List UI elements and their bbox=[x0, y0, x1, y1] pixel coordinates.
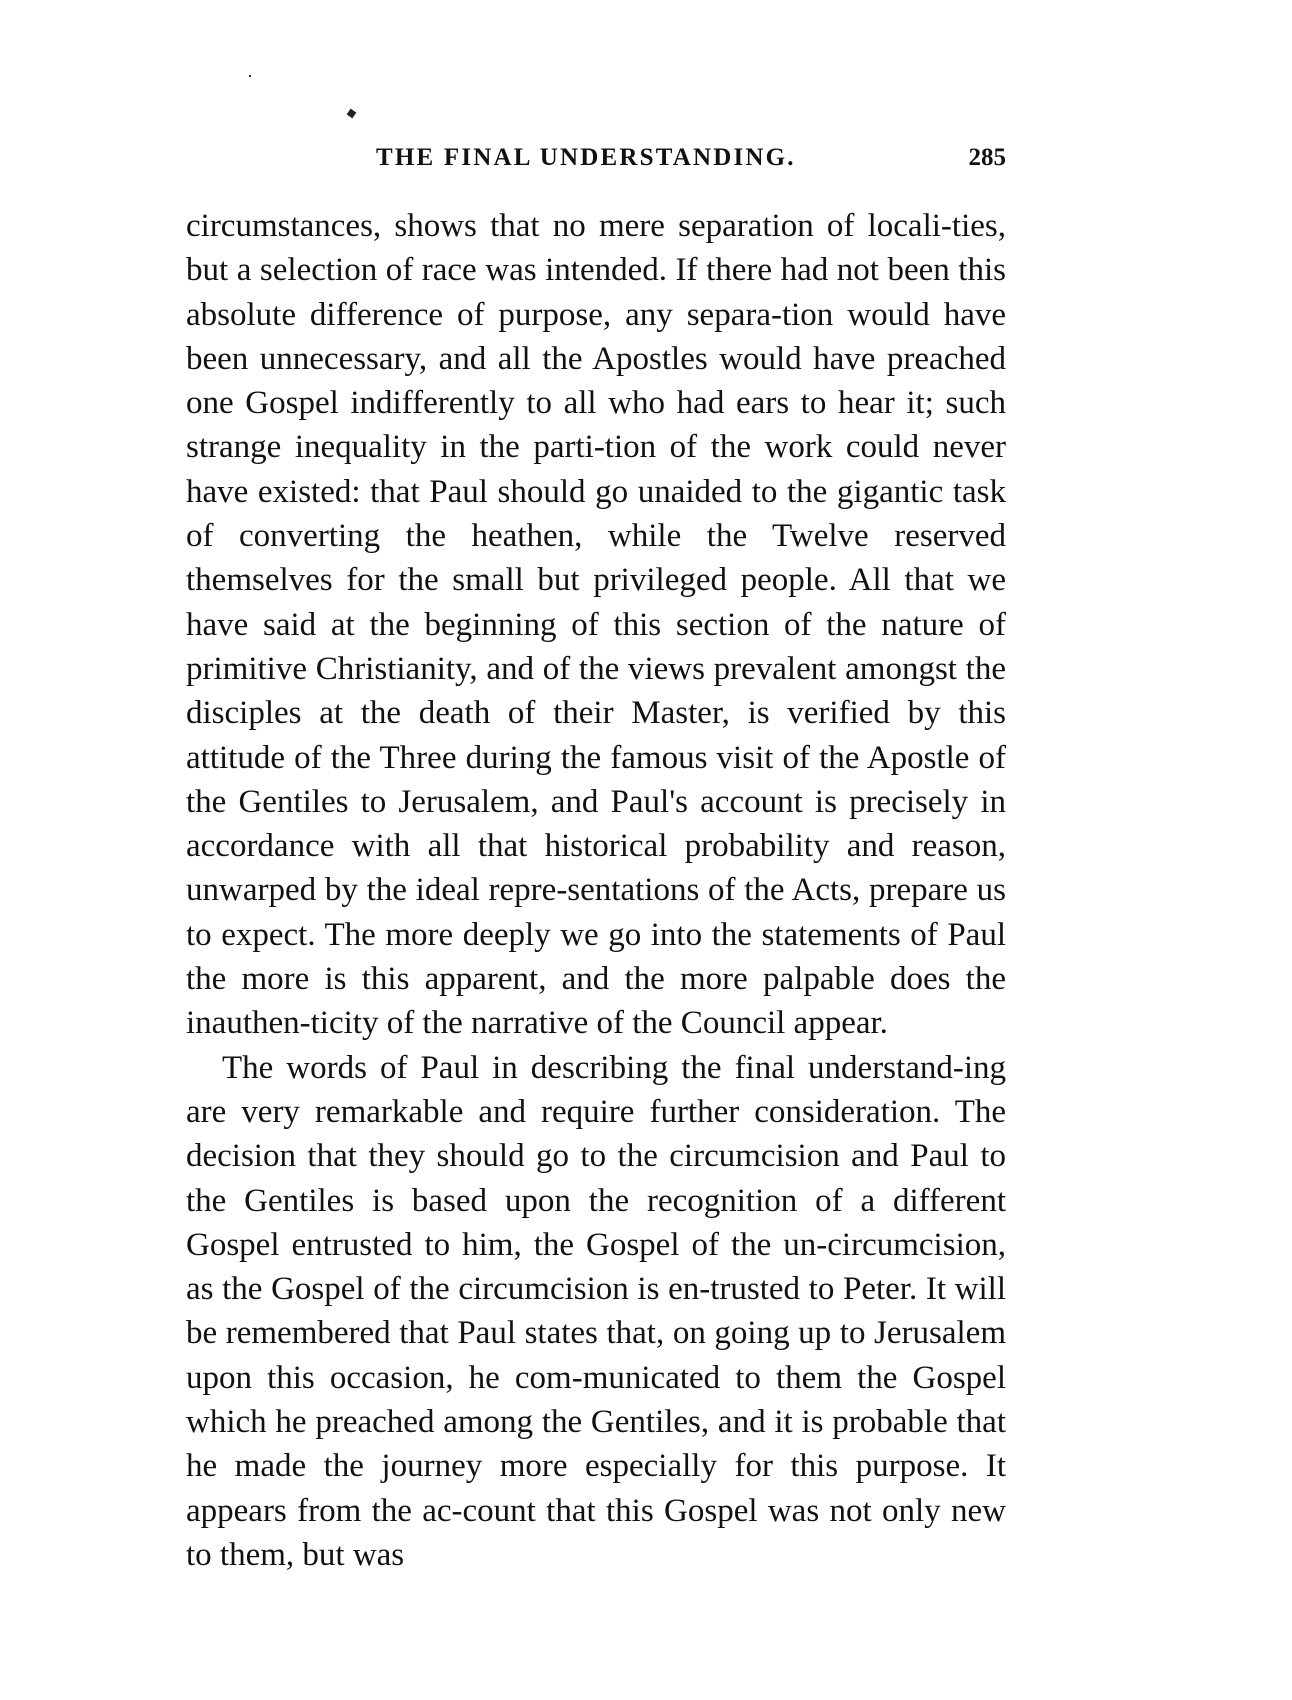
page-header bbox=[186, 144, 1006, 180]
ink-speck bbox=[347, 109, 357, 119]
page-number: 285 bbox=[968, 144, 1006, 171]
paragraph-1: circumstances, shows that no mere separation of locali-ties, but a selection of race was intended. If there had not been this absolute difference of purpose, any separa-tion would have been unnecessary, and all the Apostles would have preached one Gospel indifferently to all who had ears to hear it; such strange inequality in the parti-tion of the work could never have existed: that Paul should go unaided to the gigantic task of converting the heathen, while the Twelve reserved themselves for the small but privileged people. All that we have said at the beginning of this section of the nature of primitive Christianity, and of the views prevalent amongst the disciples at the death of their Master, is verified by this attitude of the Three during the famous visit of the Apostle of the Gentiles to Jerusalem, and Paul's account is precisely in accordance with all that historical probability and reason, unwarped by the ideal repre-sentations of the Acts, prepare us to expect. The more deeply we go into the statements of Paul the more is this apparent, and the more palpable does the inauthen-ticity of the narrative of the Council appear. bbox=[186, 208, 1006, 1042]
paragraph-2: The words of Paul in describing the final understand-ing are very remarkable and require further consideration. The decision that they should go to the circumcision and Paul to the Gentiles is based upon the recognition of a different Gospel entrusted to him, the Gospel of the un-circumcision, as the Gospel of the circumcision is en-trusted to Peter. It will be remembered that Paul states that, on going up to Jerusalem upon this occasion, he com-municated to them the Gospel which he preached among the Gentiles, and it is probable that he made the journey more especially for this purpose. It appears from the ac-count that this Gospel was not only new to them, but was bbox=[186, 1049, 1006, 1573]
running-head: THE FINAL UNDERSTANDING. bbox=[376, 144, 796, 171]
ink-speck bbox=[249, 75, 251, 77]
body-text bbox=[186, 204, 1006, 1577]
